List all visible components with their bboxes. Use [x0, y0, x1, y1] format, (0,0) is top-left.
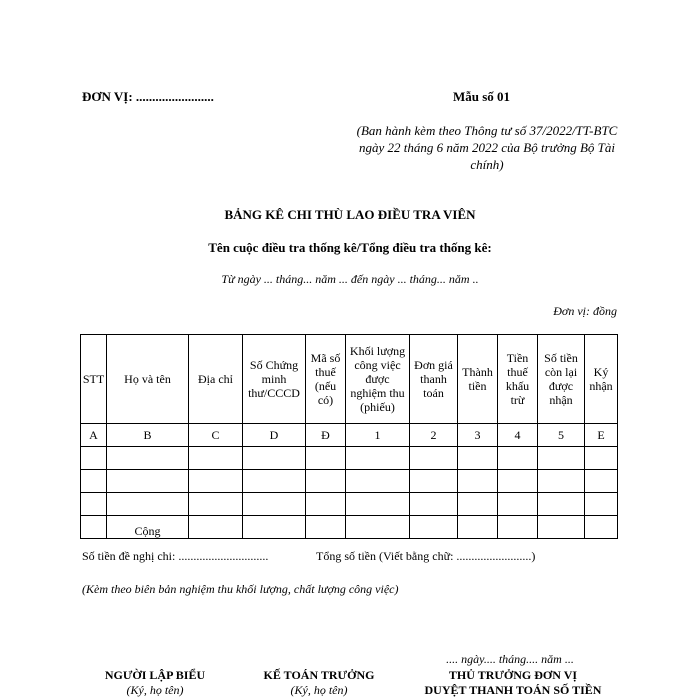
- column-header-tax-withheld: Tiền thuế khấu trừ: [498, 335, 538, 424]
- survey-name-line: Tên cuộc điều tra thống kê/Tổng điều tra thống kê:: [208, 240, 492, 255]
- total-row: [81, 516, 618, 539]
- accountant-title: KẾ TOÁN TRƯỞNG: [263, 668, 375, 682]
- unit-label: ĐƠN VỊ: ........................: [82, 89, 214, 104]
- attachment-note: (Kèm theo biên bản nghiệm thu khối lượng, chất lượng công việc): [82, 582, 399, 596]
- column-header-net-amount: Số tiền còn lại được nhận: [538, 335, 585, 424]
- form-number: Mẫu số 01: [453, 89, 511, 104]
- column-code: E: [585, 424, 618, 447]
- column-header-stt: STT: [81, 335, 107, 424]
- preparer-title: NGƯỜI LẬP BIỂU: [104, 668, 206, 682]
- column-code: C: [189, 424, 243, 447]
- preparer-sign-note: (Ký, họ tên): [126, 683, 184, 697]
- column-header-full-name: Họ và tên: [107, 335, 189, 424]
- column-header-workload: Khối lượng công việc được nghiệm thu (phiếu): [346, 335, 410, 424]
- table-row: [81, 493, 618, 516]
- payroll-table: [80, 334, 618, 539]
- head-title: THỦ TRƯỞNG ĐƠN VỊ: [448, 668, 578, 682]
- column-header-signature: Ký nhận: [585, 335, 618, 424]
- column-code: A: [81, 424, 107, 447]
- column-code: 5: [538, 424, 585, 447]
- proposed-amount-line: Số tiền đề nghị chi: ..............................: [82, 549, 269, 563]
- column-code: 4: [498, 424, 538, 447]
- period-line: Từ ngày ... tháng... năm ... đến ngày ... tháng... năm ..: [221, 272, 479, 286]
- table-row: [81, 447, 618, 470]
- issuance-note: (Ban hành kèm theo Thông tư số 37/2022/TT-BTC ngày 22 tháng 6 năm 2022 của Bộ trưởng Bộ Tài chính): [356, 123, 618, 172]
- column-code: D: [243, 424, 306, 447]
- accountant-sign-note: (Ký, họ tên): [290, 683, 348, 697]
- column-header-id-number: Số Chứng minh thư/CCCD: [243, 335, 306, 424]
- accountant-signature-block: [254, 668, 384, 698]
- document-title: BẢNG KÊ CHI THÙ LAO ĐIỀU TRA VIÊN: [224, 207, 476, 222]
- column-code: 1: [346, 424, 410, 447]
- column-header-amount: Thành tiền: [458, 335, 498, 424]
- column-code: 3: [458, 424, 498, 447]
- column-code: Đ: [306, 424, 346, 447]
- column-code: 2: [410, 424, 458, 447]
- column-code-row: [81, 424, 618, 447]
- column-header-tax-code: Mã số thuế (nếu có): [306, 335, 346, 424]
- total-label: Cộng: [107, 516, 189, 539]
- preparer-signature-block: [90, 668, 220, 698]
- head-signature-block: [398, 668, 628, 698]
- currency-unit: Đơn vị: đồng: [553, 304, 617, 318]
- head-subtitle: DUYỆT THANH TOÁN SỐ TIỀN: [424, 683, 602, 697]
- table-row: [81, 470, 618, 493]
- column-header-address: Địa chỉ: [189, 335, 243, 424]
- signature-date-line: .... ngày.... tháng.... năm ...: [446, 652, 574, 666]
- column-code: B: [107, 424, 189, 447]
- table-header-row: [81, 335, 618, 424]
- total-in-words-line: Tổng số tiền (Viết bằng chữ: .........................): [316, 549, 536, 563]
- column-header-unit-price: Đơn giá thanh toán: [410, 335, 458, 424]
